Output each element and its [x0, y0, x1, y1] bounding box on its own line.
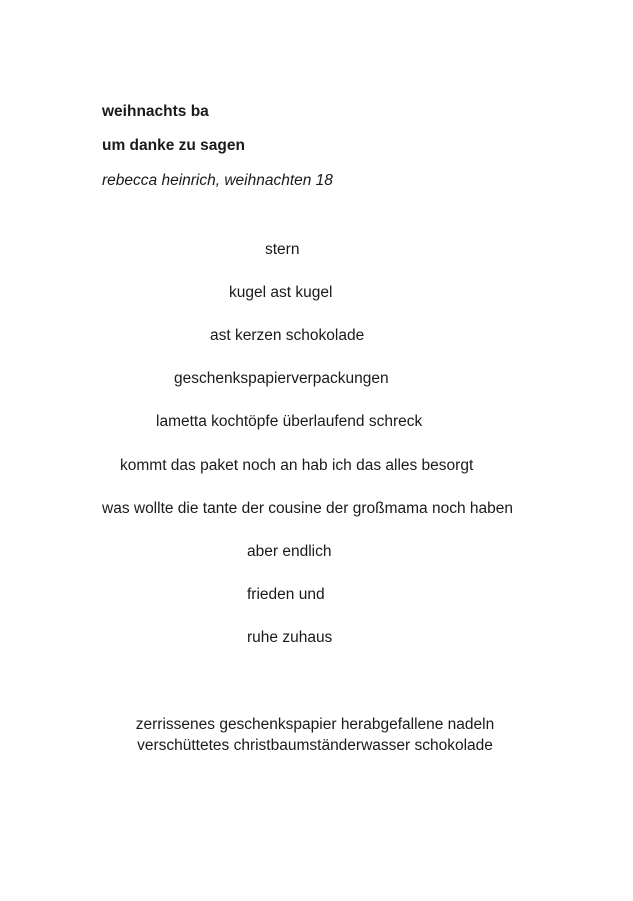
- poem-line: stern: [265, 241, 300, 258]
- closing-line: verschüttetes christbaumständerwasser schokolade: [137, 737, 493, 754]
- poem-line: ast kerzen schokolade: [210, 327, 365, 344]
- poem-line: kugel ast kugel: [229, 284, 333, 301]
- poem-line: lametta kochtöpfe überlaufend schreck: [156, 413, 423, 430]
- poem-line: aber endlich: [247, 543, 332, 560]
- poem-line: was wollte die tante der cousine der großmama noch haben: [102, 500, 513, 517]
- poem-line: ruhe zuhaus: [247, 629, 333, 646]
- title-line-1: weihnachts ba: [102, 103, 209, 120]
- closing-line: zerrissenes geschenkspapier herabgefallene nadeln: [135, 716, 495, 733]
- byline: rebecca heinrich, weihnachten 18: [102, 172, 333, 189]
- poem-line: geschenkspapierverpackungen: [174, 370, 389, 387]
- title-line-2: um danke zu sagen: [102, 137, 245, 154]
- poem-line: frieden und: [247, 586, 325, 603]
- poem-line: kommt das paket noch an hab ich das alles besorgt: [120, 457, 474, 474]
